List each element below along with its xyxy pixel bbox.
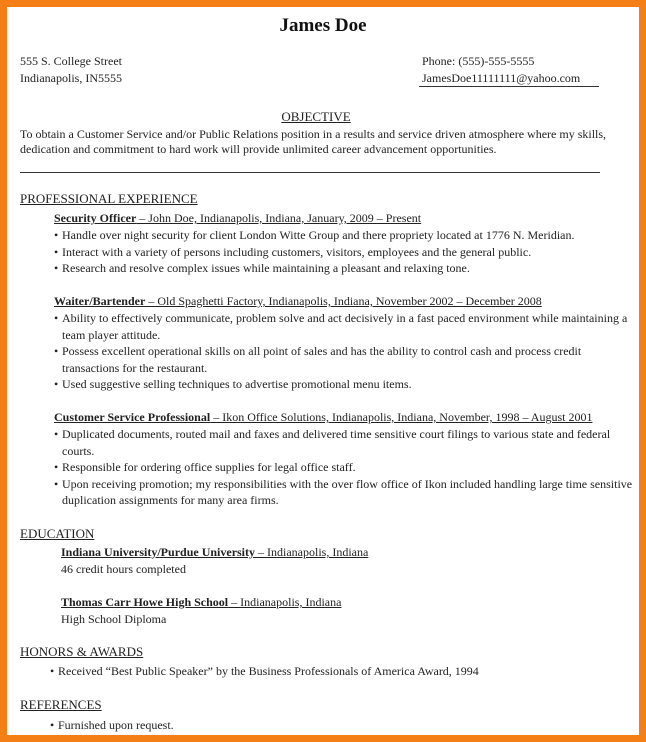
- objective-heading: OBJECTIVE: [281, 109, 351, 124]
- resume-name: James Doe: [279, 15, 367, 36]
- honors-heading: HONORS & AWARDS: [20, 644, 144, 659]
- school-title: [61, 594, 561, 611]
- job-title: [54, 409, 639, 426]
- references-heading: REFERENCES: [20, 697, 102, 712]
- school-detail: 46 credit hours completed: [61, 562, 186, 576]
- school-location: – Indianapolis, Indiana: [228, 595, 342, 609]
- job-bullet: • Upon receiving promotion; my responsibilities with the over flow office of Ikon included handling large time sensitive duplication assignments for many area firms.: [54, 476, 639, 509]
- school-location: – Indianapolis, Indiana: [255, 545, 369, 559]
- job-details: – Ikon Office Solutions, Indianapolis, Indiana, November, 1998 – August 2001: [210, 410, 593, 424]
- job-bullet: • Responsible for ordering office supplies for legal office staff.: [54, 459, 639, 476]
- school-name: Thomas Carr Howe High School: [61, 595, 229, 609]
- honors-list: [50, 663, 610, 680]
- objective-text: To obtain a Customer Service and/or Public Relations position in a results and service driven atmosphere where my skills, dedication and commitment to hard work will provide unlimited career advancement opportunities.: [20, 127, 607, 156]
- phone-number: Phone: (555)-555-5555: [422, 54, 535, 68]
- job-bullet: • Handle over night security for client London Witte Group and there propriety located at 1776 N. Meridian.: [54, 227, 639, 244]
- contact-block: [422, 53, 594, 87]
- job-entry: [54, 210, 639, 277]
- job-bullet: • Ability to effectively communicate, problem solve and act decisively in a fast paced environment while maintaining a team player attitude.: [54, 310, 639, 343]
- job-bullets: [54, 426, 639, 509]
- contact-underline: [419, 86, 599, 87]
- job-bullet: • Research and resolve complex issues while maintaining a pleasant and relaxing tone.: [54, 260, 639, 277]
- job-title: [54, 210, 639, 227]
- job-title: [54, 293, 639, 310]
- job-bullets: [54, 310, 639, 393]
- job-role: Waiter/Bartender: [54, 294, 146, 308]
- section-divider: [20, 172, 600, 173]
- school-detail: High School Diploma: [61, 612, 167, 626]
- job-bullet: • Used suggestive selling techniques to advertise promotional menu items.: [54, 376, 639, 393]
- education-entry: [61, 594, 561, 628]
- education-heading: EDUCATION: [20, 526, 95, 541]
- experience-heading: PROFESSIONAL EXPERIENCE: [20, 191, 198, 206]
- resume-content: [14, 7, 632, 735]
- job-entry: [54, 409, 639, 509]
- school-title: [61, 544, 561, 561]
- street-address: 555 S. College Street: [20, 54, 122, 68]
- references-list: [50, 717, 610, 734]
- job-bullets: [54, 227, 639, 277]
- education-entry: [61, 544, 561, 578]
- job-role: Customer Service Professional: [54, 410, 211, 424]
- job-entry: [54, 293, 639, 393]
- reference-item: • Furnished upon request.: [50, 717, 610, 734]
- city-state: Indianapolis, IN5555: [20, 71, 122, 85]
- job-bullet: • Duplicated documents, routed mail and faxes and delivered time sensitive court filings to various state and federal courts.: [54, 426, 639, 459]
- address-block: [20, 53, 122, 87]
- job-details: – Old Spaghetti Factory, Indianapolis, Indiana, November 2002 – December 2008: [145, 294, 542, 308]
- job-role: Security Officer: [54, 211, 137, 225]
- school-name: Indiana University/Purdue University: [61, 545, 256, 559]
- job-bullet: • Interact with a variety of persons including customers, visitors, employees and the general public.: [54, 244, 639, 261]
- job-details: – John Doe, Indianapolis, Indiana, January, 2009 – Present: [136, 211, 422, 225]
- honor-item: • Received “Best Public Speaker” by the Business Professionals of America Award, 1994: [50, 663, 610, 680]
- job-bullet: • Possess excellent operational skills on all point of sales and has the ability to control cash and process credit transactions for the restaurant.: [54, 343, 639, 376]
- email-address: JamesDoe11111111@yahoo.com: [422, 71, 581, 85]
